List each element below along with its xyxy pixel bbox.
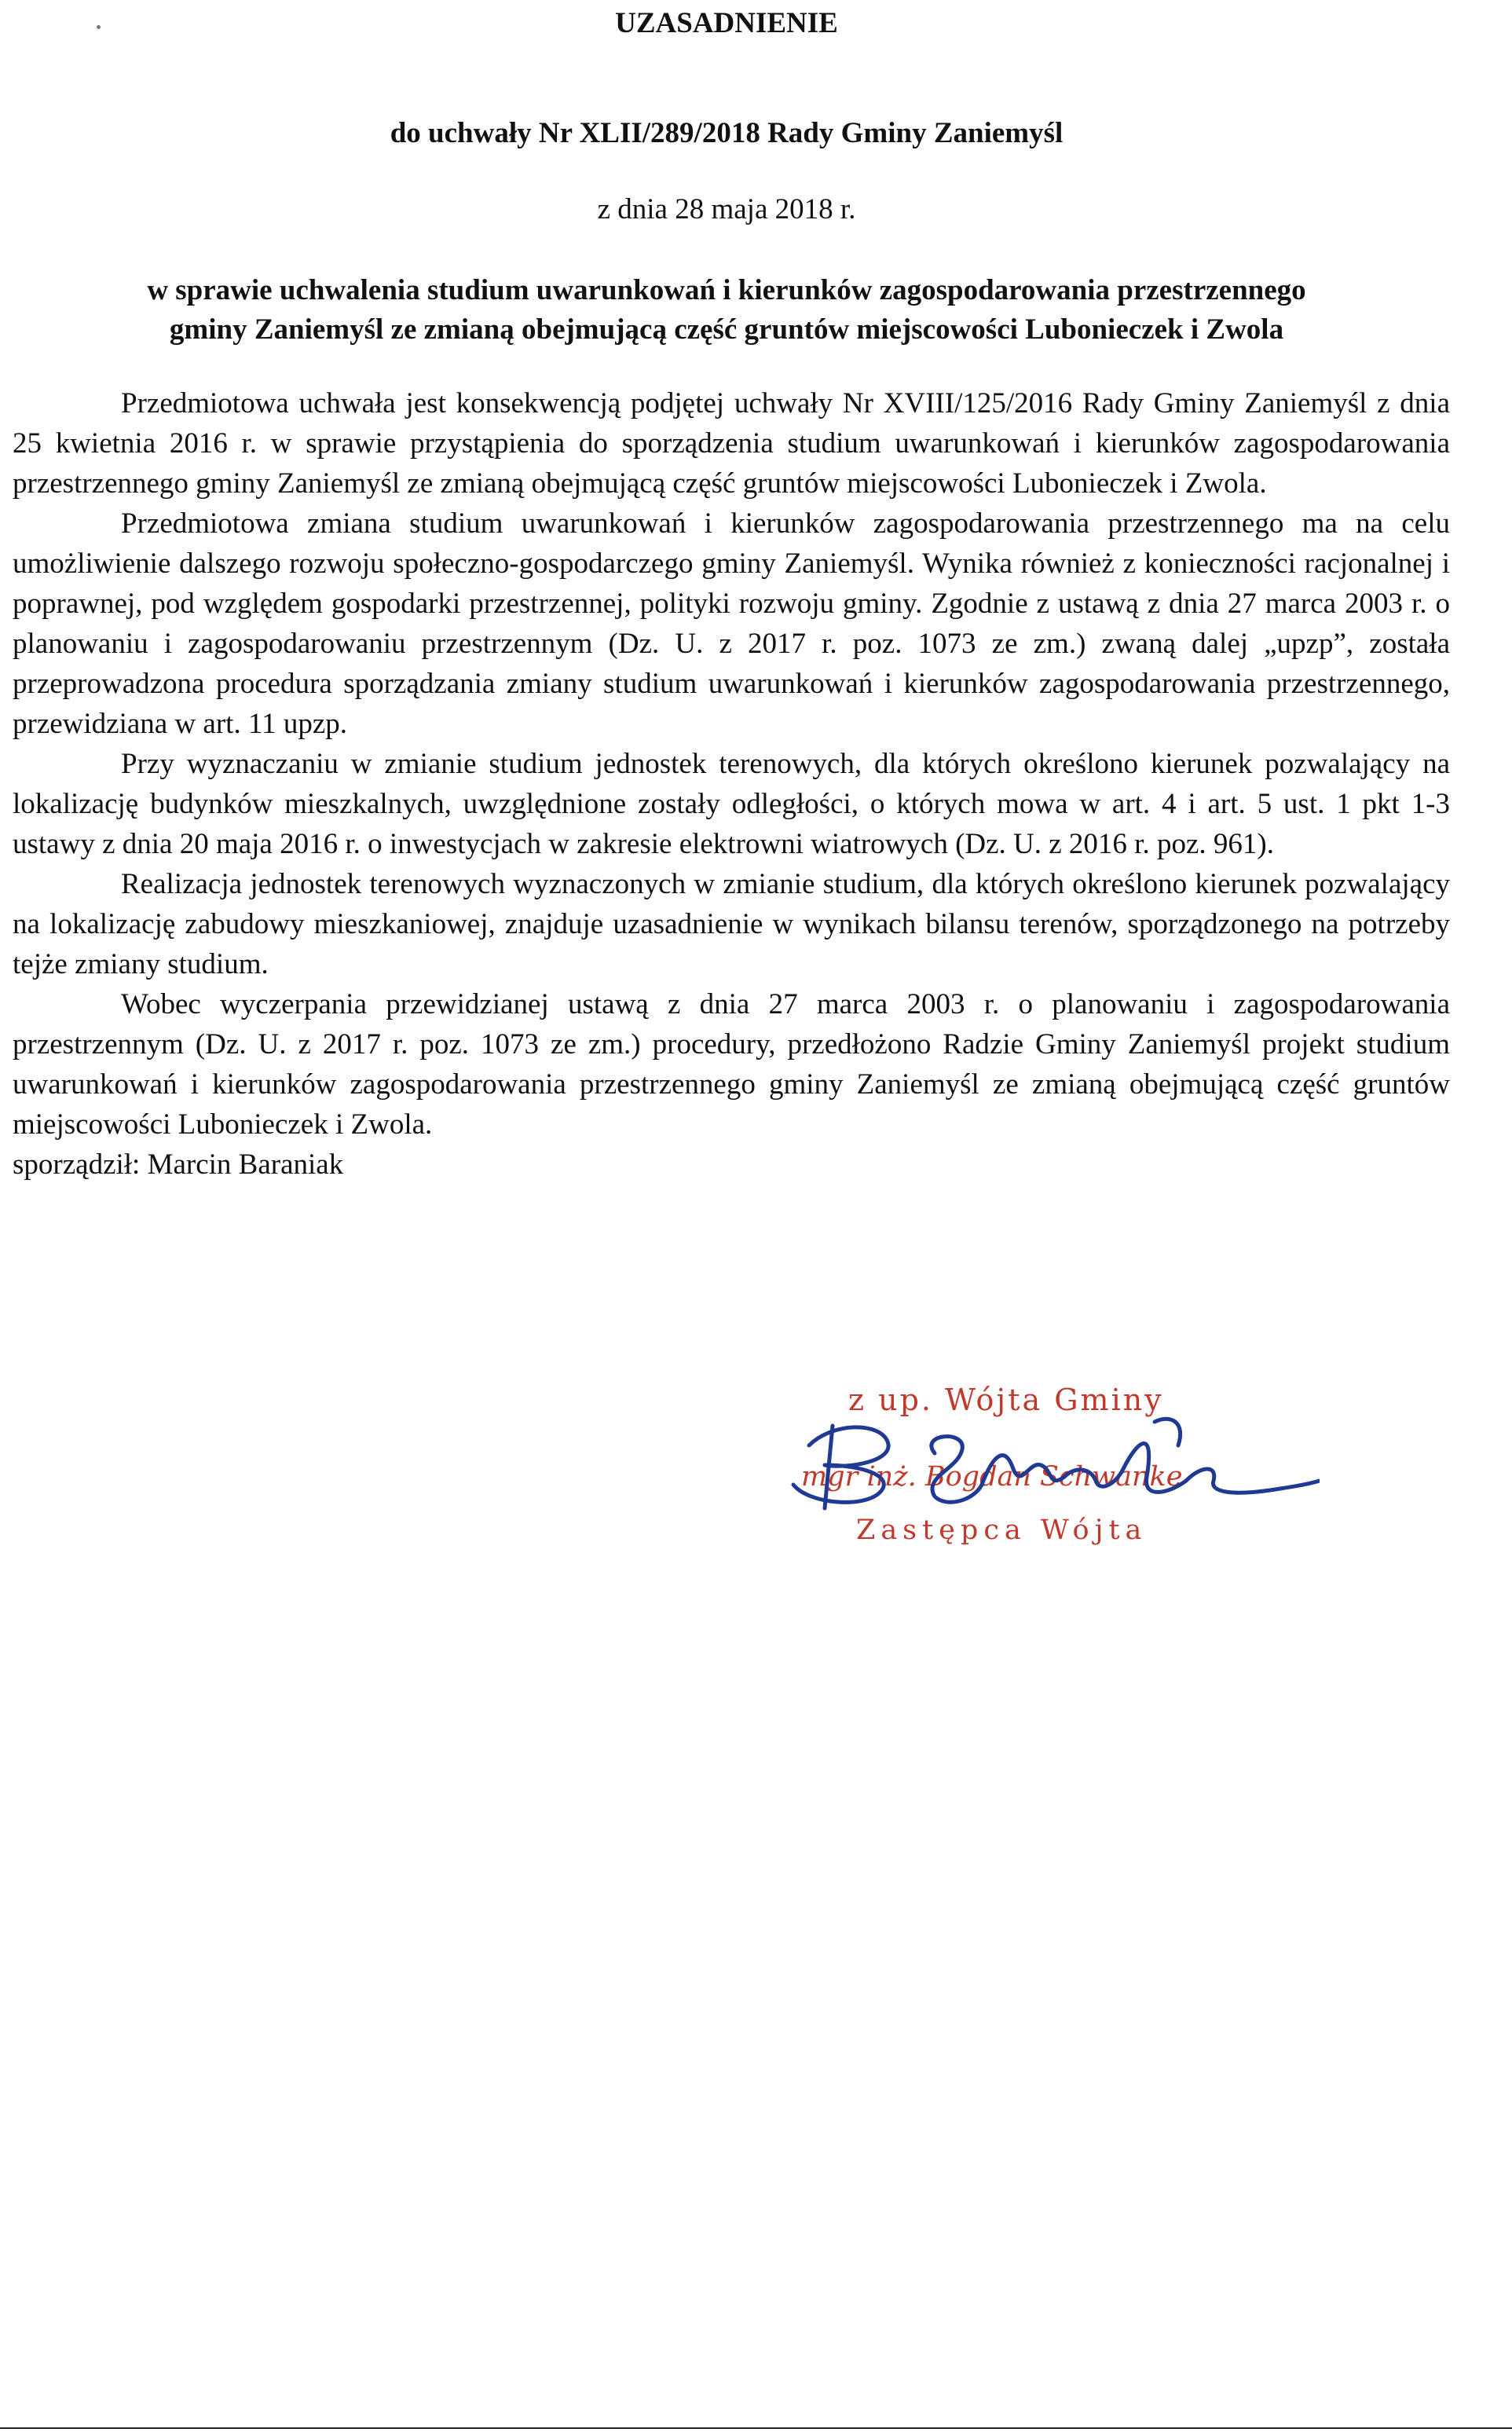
justification-body (13, 383, 1450, 1185)
handwritten-signature (778, 1390, 1320, 1516)
paragraph-5: Wobec wyczerpania przewidzianej ustawą z dnia 27 marca 2003 r. o planowaniu i zagospodarowania przestrzennym (Dz. U. z 2017 r. poz. 1073 ze zm.) procedury, przedłożono Radzie Gminy Zaniemyśl projekt studium uwarunkowań i kierunków zagospodarowania przestrzennego gminy Zaniemyśl ze zmianą obejmującą część gruntów miejscowości Lubonieczek i Zwola. (13, 988, 1450, 1141)
resolution-reference: do uchwały Nr XLII/289/2018 Rady Gminy Zaniemyśl (390, 117, 1064, 149)
subject-line-2: gminy Zaniemyśl ze zmianą obejmującą część gruntów miejscowości Lubonieczek i Zwola (169, 313, 1284, 346)
stamp-line-position: Zastępca Wójta (856, 1515, 1148, 1546)
resolution-subject (24, 271, 1430, 350)
page-footer-rule (0, 2427, 1512, 2429)
stamp-line-name: mgr inż. Bogdan Schwanke (801, 1461, 1183, 1493)
stamp-line-authority: z up. Wójta Gminy (848, 1383, 1164, 1417)
prepared-by: sporządził: Marcin Baraniak (13, 1148, 344, 1181)
paragraph-2: Przedmiotowa zmiana studium uwarunkowań i kierunków zagospodarowania przestrzennego ma na celu umożliwienie dalszego rozwoju społeczno-gospodarczego gminy Zaniemyśl. Wynika również z konieczności racjonalnej i poprawnej, pod względem gospodarki przestrzennej, polityki rozwoju gminy. Zgodnie z ustawą z dnia 27 marca 2003 r. o planowaniu i zagospodarowaniu przestrzennym (Dz. U. z 2017 r. poz. 1073 ze zm.) zwaną dalej „upzp”, została przeprowadzona procedura sporządzania zmiany studium uwarunkowań i kierunków zagospodarowania przestrzennego, przewidziana w art. 11 upzp. (13, 507, 1450, 740)
paragraph-1: Przedmiotowa uchwała jest konsekwencją podjętej uchwały Nr XVIII/125/2016 Rady Gminy Zaniemyśl z dnia 25 kwietnia 2016 r. w sprawie przystąpienia do sporządzenia studium uwarunkowań i kierunków zagospodarowania przestrzennego gminy Zaniemyśl ze zmianą obejmującą część gruntów miejscowości Lubonieczek i Zwola. (13, 387, 1450, 500)
subject-line-1: w sprawie uchwalenia studium uwarunkowań i kierunków zagospodarowania przestrzennego (147, 274, 1306, 306)
paragraph-4: Realizacja jednostek terenowych wyznaczonych w zmianie studium, dla których określono kierunek pozwalający na lokalizację zabudowy mieszkaniowej, znajduje uzasadnienie w wynikach bilansu terenów, sporządzonego na potrzeby tejże zmiany studium. (13, 868, 1450, 980)
document-title: UZASADNIENIE (615, 7, 838, 39)
resolution-date: z dnia 28 maja 2018 r. (597, 193, 856, 225)
paragraph-3: Przy wyznaczaniu w zmianie studium jednostek terenowych, dla których określono kierunek pozwalający na lokalizację budynków mieszkalnych, uwzględnione zostały odległości, o których mowa w art. 4 i art. 5 ust. 1 pkt 1-3 ustawy z dnia 20 maja 2016 r. o inwestycjach w zakresie elektrowni wiatrowych (Dz. U. z 2016 r. poz. 961). (13, 748, 1450, 860)
